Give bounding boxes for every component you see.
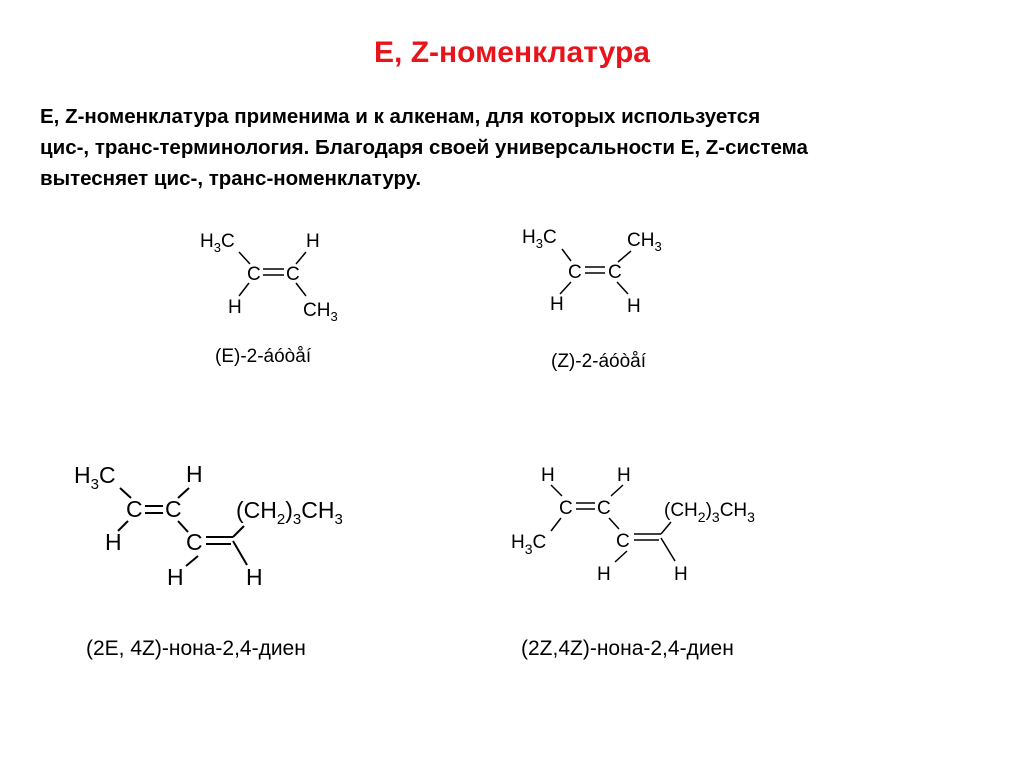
atom-label: C bbox=[247, 264, 261, 285]
atom-label: H bbox=[550, 294, 564, 315]
single-bond bbox=[551, 485, 562, 496]
single-bond bbox=[560, 282, 571, 294]
single-bond bbox=[611, 485, 623, 496]
atom-label: H bbox=[627, 296, 641, 317]
atom-label: C bbox=[616, 531, 630, 552]
atom-label: $H_3C$ bbox=[200, 231, 235, 255]
single-bond bbox=[609, 518, 619, 529]
ez-diene-caption: (2E, 4Z)-нона-2,4-диен bbox=[86, 637, 306, 660]
atom-label: $H_3C$ bbox=[74, 462, 116, 493]
zz-diene-caption: (2Z,4Z)-нона-2,4-диен bbox=[521, 637, 734, 660]
single-bond bbox=[617, 282, 628, 294]
atom-label: $H_3C$ bbox=[522, 227, 557, 251]
paragraph-line: E, Z-номенклатура применима и к алкенам, для которых используется bbox=[40, 105, 761, 128]
paragraph-line: цис-, транс-терминология. Благодаря своей универсальности E, Z-система bbox=[40, 136, 808, 159]
paragraph-line: вытесняет цис-, транс-номенклатуру. bbox=[40, 167, 422, 190]
atom-label: $CH_3$ bbox=[303, 300, 338, 324]
atom-label: C bbox=[597, 498, 611, 519]
atom-label: H bbox=[597, 564, 611, 585]
single-bond bbox=[239, 252, 250, 264]
slide-title: E, Z-номенклатура bbox=[374, 36, 650, 69]
single-bond bbox=[551, 518, 561, 531]
single-bond bbox=[118, 521, 128, 531]
atom-label: H bbox=[246, 564, 263, 590]
e-butene-caption: (E)-2-áóòåí bbox=[215, 346, 312, 367]
atom-label: C bbox=[286, 264, 300, 285]
atom-label: C bbox=[165, 496, 182, 522]
single-bond bbox=[296, 283, 306, 296]
single-bond bbox=[296, 252, 306, 264]
single-bond bbox=[186, 556, 198, 566]
atom-label: $(CH_2)_3CH_3$ bbox=[236, 497, 343, 528]
single-bond bbox=[615, 551, 627, 562]
atom-label: C bbox=[608, 262, 622, 283]
single-bond bbox=[239, 283, 249, 296]
atom-label: C bbox=[126, 496, 143, 522]
single-bond bbox=[233, 526, 244, 537]
single-bond bbox=[618, 251, 631, 262]
atom-label: $H_3C$ bbox=[511, 532, 547, 557]
atom-label: C bbox=[568, 262, 582, 283]
single-bond bbox=[661, 522, 671, 534]
atom-label: H bbox=[167, 564, 184, 590]
ez-diene-structure bbox=[74, 461, 343, 590]
atom-label: C bbox=[186, 529, 203, 555]
atom-label: C bbox=[559, 498, 573, 519]
atom-label: H bbox=[228, 297, 242, 318]
atom-label: H bbox=[541, 465, 555, 486]
single-bond bbox=[562, 249, 571, 261]
atom-label: H bbox=[105, 529, 122, 555]
atom-label: H bbox=[306, 231, 320, 252]
atom-label: H bbox=[674, 564, 688, 585]
single-bond bbox=[661, 538, 675, 561]
atom-label: $(CH_2)_3CH_3$ bbox=[664, 500, 755, 525]
z-butene-caption: (Z)-2-áóòåí bbox=[551, 351, 647, 372]
single-bond bbox=[178, 521, 188, 532]
single-bond bbox=[178, 488, 189, 498]
atom-label: H bbox=[186, 461, 203, 487]
z-butene-structure bbox=[522, 227, 662, 317]
atom-label: $CH_3$ bbox=[627, 230, 662, 254]
atom-label: H bbox=[617, 465, 631, 486]
single-bond bbox=[233, 541, 247, 565]
e-butene-structure bbox=[200, 231, 338, 324]
zz-diene-structure bbox=[511, 465, 755, 585]
